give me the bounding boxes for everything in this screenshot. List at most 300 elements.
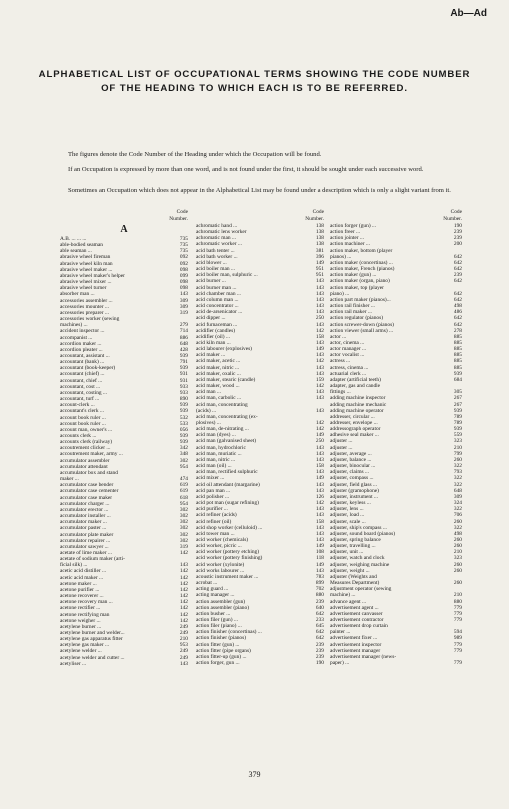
occupation-term: adjuster (Weights and [330,573,377,580]
code-number: 142 [179,574,188,581]
occupation-term: acid burner ... [196,278,226,285]
code-number: 735 [179,242,188,249]
occupation-term: adjuster, unit ... [330,549,364,556]
code-number: 143 [315,512,324,519]
code-number: 885 [453,358,462,365]
occupation-term: adjuster, binocular ... [330,463,376,470]
code-number: 302 [179,506,188,513]
code-number: 619 [179,488,188,495]
code-number: 249 [179,648,188,655]
occupation-term: accident inspector ... [60,328,105,335]
occupation-term: advertisement manager (news- [330,653,397,660]
code-number: 099 [179,272,188,279]
code-number: 642 [453,315,462,322]
code-number: 702 [315,586,324,593]
occupation-term: accumulator attendant [60,463,108,470]
occupation-term: acid boiler man ... [196,266,235,273]
code-number: 319 [179,309,188,316]
code-number: 143 [179,291,188,298]
code-number: 322 [453,506,462,513]
occupation-term: action assembler (piano) [196,604,249,611]
code-number: 791 [179,359,188,366]
code-number: 142 [315,358,324,365]
code-number: 684 [453,376,462,383]
code-number: 642 [315,610,324,617]
occupation-term: acetylene burner ... [60,623,102,630]
occupation-term: accessories worker (sewing [60,316,120,323]
code-number: 092 [179,254,188,261]
occupation-term: acid maker, stearic (candle) [196,376,256,383]
occupation-term: abrasive wheel kiln man [60,260,113,267]
occupation-term: achromatic man ... [196,235,236,242]
occupation-term: addressograph operator [330,426,381,433]
intro-paragraph: If an Occupation is expressed by more than one word, and is not found under the first, it should be sought under each successive word. [68,166,424,173]
occupation-term: maker ... [60,476,79,483]
occupation-term: addresser, envelope ... [330,420,378,426]
occupation-term: accumulator erector ... [60,506,109,513]
occupation-term: accountant (chief) ... [60,371,105,378]
code-number: 239 [453,272,462,279]
occupation-term: acetone purifier ... [60,586,100,593]
occupation-term: accordion maker ... [60,340,102,347]
occupation-term: acid maker, oxalic ... [196,370,241,377]
code-number: 939 [453,407,462,414]
occupation-term: acid man (oil) ... [196,463,232,470]
code-number: 619 [179,482,188,489]
occupation-term: accumulator plate maker [60,531,114,538]
occupation-term: A.B. ... ... ... [60,236,87,242]
occupation-term: acid purifier ... [196,506,228,513]
code-number: 056 [179,426,188,433]
code-number: 779 [453,660,462,667]
occupation-term: acidifier (oil) ... [196,333,230,340]
code-number: 706 [453,512,462,519]
code-number: 951 [315,266,324,273]
code-number: 239 [315,647,324,654]
code-number: 260 [453,561,462,568]
code-number: 143 [315,395,324,402]
code-number: 143 [315,456,324,463]
code-number: 126 [315,493,324,500]
occupation-term: acetone rectifying man [60,611,110,618]
code-number: 302 [179,525,188,532]
code-number: 239 [315,641,324,648]
code-number: 322 [453,475,462,482]
occupation-term: plosives) ... [196,420,221,426]
code-number: 642 [453,278,462,285]
code-number: 642 [453,266,462,273]
code-number: 250 [315,438,324,445]
occupation-term: action assembler (gun) [196,598,246,605]
occupation-term: action forger (gun) ... [330,223,377,229]
code-number: 159 [315,376,324,383]
code-number: 498 [453,303,462,310]
code-number: 098 [179,266,188,273]
code-number: 260 [453,580,462,587]
occupation-term: acid de-arsenicator ... [196,309,243,316]
occupation-term: action fitter (gun) ... [196,641,240,648]
code-number: 954 [179,463,188,470]
code-number: 939 [179,408,188,415]
occupation-term: acid concentrator ... [196,303,239,310]
occupation-term: account book ruler ... [60,420,106,427]
occupation-term: acid man, concentrating (ex- [196,413,258,420]
code-number: 886 [179,334,188,341]
occupation-term: account man, owner's ... [60,426,113,433]
occupation-term: acetone recoverer ... [60,593,104,600]
occupation-term: (acids) ... [196,407,217,414]
code-number: 735 [179,236,188,242]
code-number: 210 [179,636,188,643]
list-item [330,660,462,666]
code-number: 323 [453,555,462,562]
occupation-term: machine) ... [330,592,356,599]
occupation-term: acid chamber man ... [196,290,241,297]
code-number-header: Code Number. [305,209,324,222]
occupation-term: adjuster, keyless ... [330,500,371,507]
code-number: 396 [315,253,324,260]
code-number: 143 [315,450,324,457]
occupation-term: adapter (artificial teeth) [330,376,381,383]
occupation-term: advertisement manager [330,647,381,654]
occupation-term: action fitter (pipe organs) [196,647,251,654]
occupation-term: adjuster, field glass ... [330,481,377,488]
occupation-term: action forger, gun ... [196,660,240,667]
occupation-term: acrobat ... [196,580,218,587]
occupation-term: actress ... [330,358,351,365]
code-number: 486 [453,309,462,316]
occupation-term: action part maker (pianos)... [330,296,391,303]
code-number: 210 [453,444,462,451]
occupation-term: action maker, French (pianos) [330,266,395,273]
code-number: 143 [315,309,324,316]
code-number: 302 [179,531,188,538]
list-item [196,660,324,666]
code-number: 533 [179,420,188,427]
occupation-term: adjuster, sound board (pianos) [330,530,396,537]
code-number: 143 [315,530,324,537]
code-number: 939 [179,433,188,439]
code-number: 143 [315,444,324,451]
occupation-term: acetylene gas apparatus fitter [60,636,123,643]
intro-paragraph: Sometimes an Occupation which does not appear in the Alphabetical List may be found under a description which is only a slight variant from it. [68,187,451,194]
occupation-term: adding machine operator [330,407,384,414]
occupation-term: action freer ... [330,229,361,236]
code-number: 142 [315,500,324,507]
code-number: 885 [453,346,462,353]
code-number: 302 [179,513,188,520]
occupation-term: addresser, circular ... [330,413,375,420]
occupation-term: actor, cinema ... [330,339,365,346]
code-number: 618 [179,494,188,501]
code-number: 640 [315,604,324,611]
occupation-term: adjuster, weighing machine [330,561,390,568]
occupation-term: able seaman ... [60,248,92,255]
occupation-term: fittings ... [330,389,351,396]
occupation-term: acting guard ... [196,586,229,593]
code-number: 149 [315,475,324,482]
code-number: 142 [179,586,188,593]
code-number: 939 [179,352,188,359]
code-number: 249 [179,654,188,661]
code-number: 142 [179,549,188,556]
occupation-term: accumulator case bender [60,482,114,489]
code-number-header: Code Number. [169,209,188,222]
code-number: 880 [453,598,462,605]
code-number: 098 [179,279,188,286]
intro-paragraph: The figures denote the Code Number of the Heading under which the Occupation will be found. [68,151,322,158]
entry-column-2 [196,209,324,666]
occupation-term: abrasive wheel turner [60,285,107,292]
code-number: 142 [179,605,188,612]
code-number: 142 [179,593,188,600]
code-number: 092 [179,260,188,267]
occupation-term: acid pot man (sugar refining) [196,500,259,507]
occupation-term: adjuster, scale ... [330,518,366,525]
code-number: 142 [179,611,188,618]
code-number: 098 [179,285,188,292]
section-letter: A [120,224,128,235]
occupation-term: accompanist ... [60,334,93,341]
code-number: 309 [453,493,462,500]
occupation-term: adapter, gas and candle [330,383,381,390]
occupation-term: actor vocalist ... [330,352,365,359]
code-number: 939 [179,439,188,446]
code-number: 149 [315,561,324,568]
code-number: 143 [315,321,324,328]
occupation-term: piano) ... [330,290,350,297]
occupation-term: accumulator paster ... [60,525,107,532]
code-number: 142 [315,420,324,426]
code-number: 142 [179,617,188,624]
code-number: 210 [453,592,462,599]
occupation-term: acetylene welder ... [60,648,102,655]
code-number: 885 [453,352,462,359]
occupation-term: action rail finisher ... [330,303,375,310]
occupation-term: accountant, assistant ... [60,352,110,359]
occupation-term: acid column man ... [196,296,239,303]
code-number: 899 [315,580,324,587]
occupation-term: adding machine inspector [330,395,386,402]
occupation-term: paper) ... [330,660,350,667]
occupation-term: acid burner man ... [196,284,237,291]
code-number: 302 [179,537,188,544]
occupation-term: action viewer (small arms) ... [330,327,394,334]
code-number: 322 [453,463,462,470]
occupation-term: acid man, concentrating [196,401,248,408]
code-number: 143 [315,284,324,291]
occupation-term: adjustment operator (sewing [330,586,392,593]
page-title: ALPHABETICAL LIST OF OCCUPATIONAL TERMS SHOWING THE CODE NUMBER OF THE HEADING TO WHICH EACH IS TO BE REFERRED. [38,69,471,94]
occupation-term: adjuster, ship's compass ... [330,524,387,531]
occupation-term: acid man ... [196,389,221,396]
code-number: 143 [315,567,324,574]
occupation-term: advertisement canvasser [330,610,383,617]
occupation-term: actuarial clerk ... [330,370,367,377]
code-number: 200 [453,241,462,248]
code-number: 143 [315,389,324,396]
occupation-term: achromatic lens worker [196,229,247,236]
code-number: 474 [179,476,188,483]
occupation-term: accessories mounter ... [60,303,109,310]
code-number: 143 [315,303,324,310]
occupation-term: accordion pleater ... [60,346,103,353]
code-number: 880 [315,592,324,599]
code-number: 793 [453,469,462,476]
code-number: 559 [453,432,462,439]
occupation-term: account book ruler ... [60,414,106,421]
code-number: 648 [179,340,188,347]
occupation-term: action machiner ... [330,241,370,248]
occupation-term: action finisher (pianos) [196,635,246,642]
occupation-term: adjuster, average ... [330,450,372,457]
code-number: 931 [179,371,188,378]
code-number: 249 [179,623,188,630]
code-number: 250 [315,315,324,322]
occupation-term: acid man, rectified sulphuric [196,469,258,476]
code-number: 158 [315,333,324,340]
occupation-term: accountant (bank) ... [60,359,105,366]
occupation-term: acid furnaceman ... [196,321,238,328]
occupation-term: accumulator installer ... [60,513,111,520]
occupation-term: accountant's clerk ... [60,408,104,415]
code-number: 138 [315,229,324,236]
occupation-term: abrasive wheel maker ... [60,266,113,273]
code-number: 735 [179,248,188,255]
occupation-term: action maker (gun) ... [330,272,377,279]
occupation-term: acid man, hydrochloric [196,444,246,451]
occupation-term: accumulator assembler [60,457,110,464]
code-number: 142 [315,426,324,433]
code-number: 149 [315,432,324,439]
code-number: 149 [315,543,324,550]
code-number: 138 [315,241,324,248]
list-item [60,661,188,667]
occupation-term: acetic acid maker ... [60,574,104,581]
occupation-term: acid man, de-nitrating ... [196,426,249,433]
code-number: 233 [315,617,324,623]
occupation-term: actor ... [330,333,347,340]
occupation-term: acid worker (pottery etching) [196,549,260,556]
occupation-term: acid bath worker ... [196,253,238,260]
code-number: 428 [179,346,188,353]
code-number: 190 [315,660,324,667]
occupation-term: accounts clerk (railway) [60,439,113,446]
code-number: 239 [315,598,324,605]
occupation-term: acid man, muriatic ... [196,450,242,457]
occupation-term: action fitter-up (gun) ... [196,653,247,660]
occupation-term: acid maker, acetic ... [196,358,241,365]
code-number: 799 [453,450,462,457]
code-number: 348 [179,451,188,458]
code-number: 890 [179,396,188,403]
occupation-term: action regulator (pianos) [330,315,383,322]
occupation-term: acetylene burner and welder... [60,630,125,636]
occupation-term: acid refiner (acids) [196,512,237,519]
occupation-term: pianos) ... [330,253,352,260]
occupation-term: ficial silk) ... [60,562,88,569]
occupation-term: machines) ... [60,322,88,329]
occupation-term: advertisement contractor [330,617,384,623]
code-number: 309 [179,303,188,310]
occupation-term: adjuster, lens ... [330,506,364,513]
code-number: 779 [453,641,462,648]
occupation-term: acetylene gas maker ... [60,642,110,649]
code-number: 319 [179,543,188,550]
code-number: 260 [453,456,462,463]
code-number: 642 [453,253,462,260]
occupation-term: acid refiner (oil) [196,518,232,525]
code-number: 158 [315,518,324,525]
occupation-term: advertisement drop curtain [330,623,388,630]
occupation-term: adjuster ... [330,438,353,445]
code-number: 642 [453,290,462,297]
code-number: 143 [315,278,324,285]
code-number: 939 [179,402,188,409]
occupation-term: accessories assembler ... [60,297,113,304]
entry-column-1 [60,209,188,667]
code-number: 143 [179,562,188,569]
code-number: 267 [453,401,462,408]
occupation-term: acid blower ... [196,259,227,266]
occupation-term: adjuster, compass ... [330,475,374,482]
occupation-term: adjuster, balance ... [330,456,372,463]
code-number: 302 [179,519,188,526]
code-number: 642 [453,321,462,328]
occupation-term: adjuster, instrument ... [330,493,378,500]
occupation-term: acetate of sodium maker (arti- [60,556,125,563]
code-number: 783 [315,573,324,580]
code-number: 931 [179,377,188,384]
code-number: 142 [179,580,188,587]
code-number: 779 [453,617,462,623]
occupation-term: actress, cinema ... [330,364,369,371]
code-number: 143 [315,290,324,297]
code-number-header: Code Number. [443,209,462,222]
code-number: 249 [179,630,188,636]
code-number: 642 [315,635,324,642]
occupation-term: adjuster, travelling ... [330,543,376,550]
code-number: 143 [315,296,324,303]
code-number: 118 [316,555,324,562]
code-number: 322 [453,481,462,488]
occupation-term: acid maker, nitric ... [196,364,240,371]
occupation-term: accountant, turf ... [60,396,100,403]
code-number: 142 [315,327,324,334]
code-number: 939 [453,370,462,377]
code-number: 885 [453,333,462,340]
occupation-term: acid worker, picric ... [196,543,242,550]
code-number: 302 [179,457,188,464]
code-number: 789 [453,420,462,426]
code-number: 138 [315,223,324,229]
occupation-term: acid maker ... [196,352,226,359]
code-number: 143 [315,339,324,346]
occupation-term: painter ... [330,629,351,636]
occupation-term: acid dipper ... [196,315,226,322]
occupation-term: abrasive wheel mixer ... [60,279,112,286]
code-number: 143 [179,660,188,667]
code-number: 239 [453,235,462,242]
occupation-term: accounts clerk ... [60,433,97,439]
occupation-term: action maker, top (player [330,284,384,291]
occupation-term: action maker (concertinas) ... [330,259,393,266]
occupation-term: able-bodied seaman [60,242,103,249]
occupation-term: acid polisher ... [196,493,230,500]
occupation-term: acting manager ... [196,592,235,599]
code-number: 779 [453,647,462,654]
code-number: 149 [315,346,324,353]
